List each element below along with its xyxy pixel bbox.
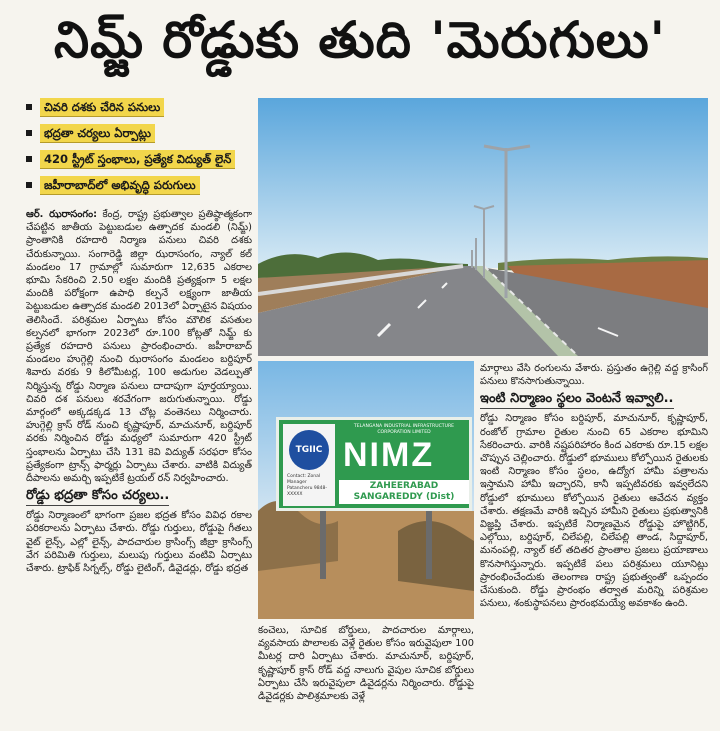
- nimz-signboard: [276, 417, 472, 511]
- article-body: కేంద్ర, రాష్ట్ర ప్రభుత్వాల ప్రతిష్ఠాత్మకంగా చేపట్టిన జాతీయ పెట్టుబడుల ఉత్పాదక మండలి (నిమ్జ్) ప్రాంతానికి రహదారి నిర్మాణ పనులు చివరి దశకు చేరుకున్నాయి. సంగారెడ్డి జిల్లా ఝరాసంగం, న్యాల్ కల్ మండలం 17 గ్రామాల్లో సుమారుగా 12,635 ఎకరాల భూమి సేకరించి 2.50 లక్షల మందికి ప్రత్యక్షంగా 5 లక్షల మందికి పరోక్షంగా ఉపాధి కల్పనే లక్ష్యంగా జాతీయ పెట్టుబడుల ఉత్పాదక మండలి 2013లో ఏర్పాటైన విషయం తెలిసిందే. పరిశ్రమల ఏర్పాటు కోసం మౌలిక వసతుల కల్పనలో భాగంగా 2023లో రూ.100 కోట్లతో నిమ్జ్ కు ప్రత్యేక రహదారి పనులు ప్రారంభించారు. జహీరాబాద్ మండలం హుగ్గెల్లి నుంచి ఝరాసంగం మండలం బర్దిపూర్ శివారు వరకు 9 కిలోమీటర్ల, 100 అడుగుల వెడల్పుతో నిర్మిస్తున్న రోడ్డు నిర్మాణ పనులు దాదాపుగా పూర్తయ్యాయి. చివరి దశ పనులు శరవేగంగా జరుగుతున్నాయి. రోడ్డు మార్గంలో అక్కడక్కడ 13 చోట్ల వంతెనలు నిర్మించారు. హుగ్గెల్లి క్రాస్ రోడ్ నుంచి కృష్ణాపూర్, మాచునూర్, బర్దిపూర్ వరకు నిర్మించిన రోడ్డు మధ్యలో సుమారుగా 420 స్ట్రీట్ స్తంభాలను ఏర్పాటు చేసి 131 కెవి విద్యుత్ సరఫరా కోసం ప్రత్యేకంగా ట్రాన్స్ ఫార్మర్లు ఏర్పాటు చేశారు. వాటికి విద్యుత్ దీపాలను అమర్చి ఇప్పటికే ట్రయల్ రన్ నిర్వహించారు.: [26, 209, 252, 485]
- sign-title: NIMZ: [343, 436, 435, 474]
- article-column-left: [26, 208, 252, 724]
- bullet-icon: [26, 104, 32, 110]
- highlight-text: జహీరాబాద్‌లో అభివృద్ధి పరుగులు: [40, 176, 200, 195]
- headline: నిమ్జ్ రోడ్డుకు తుది 'మెరుగులు': [54, 10, 666, 69]
- article-paragraph: [26, 208, 252, 485]
- highlight-text: 420 స్ట్రీట్ స్తంభాలు, ప్రత్యేక విద్యుత్ లైన్: [40, 150, 235, 169]
- sign-location-line2: SANGAREDDY (Dist): [353, 492, 455, 502]
- nimz-sign-photo: [258, 361, 474, 619]
- article-paragraph: రోడ్డు నిర్మాణంలో భాగంగా ప్రజల భద్రత కోసం వివిధ రకాల పరికరాలను ఏర్పాటు చేశారు. రోడ్డు గుర్తులు, రోడ్డుపై గీతలు వైట్ లైన్స్, ఎల్లో లైన్స్, పాదచారుల క్రాసింగ్స్ జీబ్రా క్రాసింగ్స్ వేగ పరిమితి గుర్తులు, మలుపు గుర్తులు వంటివి ఏర్పాటు చేశారు. ట్రాఫిక్ సిగ్నల్స్, రోడ్డు లైటింగ్, డివైడర్లు, రోడ్డు భద్రత: [26, 510, 252, 575]
- highlight-item: [26, 174, 254, 196]
- article-column-middle: [258, 624, 474, 724]
- sign-location-line1: ZAHEERABAD: [369, 481, 439, 491]
- article-paragraph: కంచెలు, సూచిక బోర్డులు, పాదచారుల మార్గాలు, వ్యవసాయ పొలాలకు వెళ్లే రైతుల కోసం ఇరువైపులా 100 మీటర్ల దారి ఏర్పాటు చేశారు. మాచునూర్, బర్దిపూర్, కృష్ణాపూర్ క్రాస్ రోడ్ వద్ద నాలుగు వైపుల సూచిక బోర్డులు ఏర్పాటు చేసి ఇరువైపులా డివైడర్లను నిర్మించారు. రోడ్డుపై డివైడర్లకు పాలిశ్రమాలకు వెళ్లే: [258, 625, 474, 703]
- highlight-item: [26, 148, 254, 170]
- article-paragraph: రోడ్డు నిర్మాణం కోసం బర్దిపూర్, మాచునూర్, కృష్ణాపూర్, రంజోల్ గ్రామాల రైతుల నుంచి 65 ఎకరాల భూమిని సేకరించారు. వారికి నష్టపరిహారం కింద ఎకరాకు రూ.15 లక్షల చొప్పున చెల్లించారు. రోడ్డులో భూములు కోల్పోయిన రైతులకు ఇంటి నిర్మాణం కోసం స్థలం, ఉద్యోగ హామీ పత్రాలను ఇస్తామని హామీ ఇచ్చారని, కానీ ఇప్పటివరకు ఇవ్వలేదని రోడ్డులో భూములు కోల్పోయిన రైతులు ఆవేదన వ్యక్తం చేశారు. తక్షణమే వారికి ఇచ్చిన హామీని రైతులు ప్రభుత్వానికి విజ్ఞప్తి చేశారు. ఇప్పటికే నిర్మాణమైన రోడ్డుపై హొట్టిగిర్, ఎల్గోయి, బర్దిపూర్, చిలేపల్లి, చిలేపల్లి తాండ, సిద్దాపూర్, మనంపల్లి, న్యాల్ కల్ తదితర ప్రాంతాల ప్రజలు ప్రయాణాలు కొనసాగిస్తున్నారు. ఇప్పటికే పలు పరిశ్రమలు యూనిట్లు ప్రారంభించేందుకు తెలంగాణ రాష్ట్ర ప్రభుత్వంతో ఒప్పందం చేసుకుంది. రోడ్డు ప్రారంభం తర్వాత మరిన్ని పరిశ్రమల పనులు, శంకుస్థాపనలు ప్రారంభమయ్యే అవకాశం ఉంది.: [480, 413, 708, 610]
- sign-address: Contact: Zonal Manager Patancheru 9848-XXXXX: [287, 474, 327, 497]
- highlight-item: [26, 122, 254, 144]
- road-photo: [258, 98, 708, 356]
- tgiic-logo-icon: TGIIC: [289, 430, 329, 470]
- subheading-road-safety: రోడ్డు భద్రతా కోసం చర్యలు..: [26, 487, 169, 506]
- subheading-house-site: ఇంటి నిర్మాణం స్థలం వెంటనే ఇవ్వాలి..: [480, 390, 674, 409]
- bullet-icon: [26, 130, 32, 136]
- bullet-icon: [26, 182, 32, 188]
- highlight-text: చివరి దశకు చేరిన పనులు: [40, 98, 164, 117]
- highlights-list: [26, 96, 254, 200]
- sign-location: [339, 480, 469, 504]
- logo-panel: [283, 424, 335, 506]
- sign-corporation-name: TELANGANA INDUSTRIAL INFRASTRUCTURE CORPORATION LIMITED: [353, 424, 455, 435]
- article-paragraph: మార్గాలు వేసి రంగులను వేశారు. ప్రస్తుతం ఉగ్గెల్లి వద్ద క్రాసింగ్ పనులు కొనసాగుతున్నాయి.: [480, 363, 708, 388]
- highlight-item: [26, 96, 254, 118]
- highlight-text: భద్రతా చర్యలు ఏర్పాట్లు: [40, 124, 155, 143]
- dateline: ఆర్. ఝరాసంగం:: [26, 209, 97, 220]
- article-column-right: [480, 362, 708, 724]
- bullet-icon: [26, 156, 32, 162]
